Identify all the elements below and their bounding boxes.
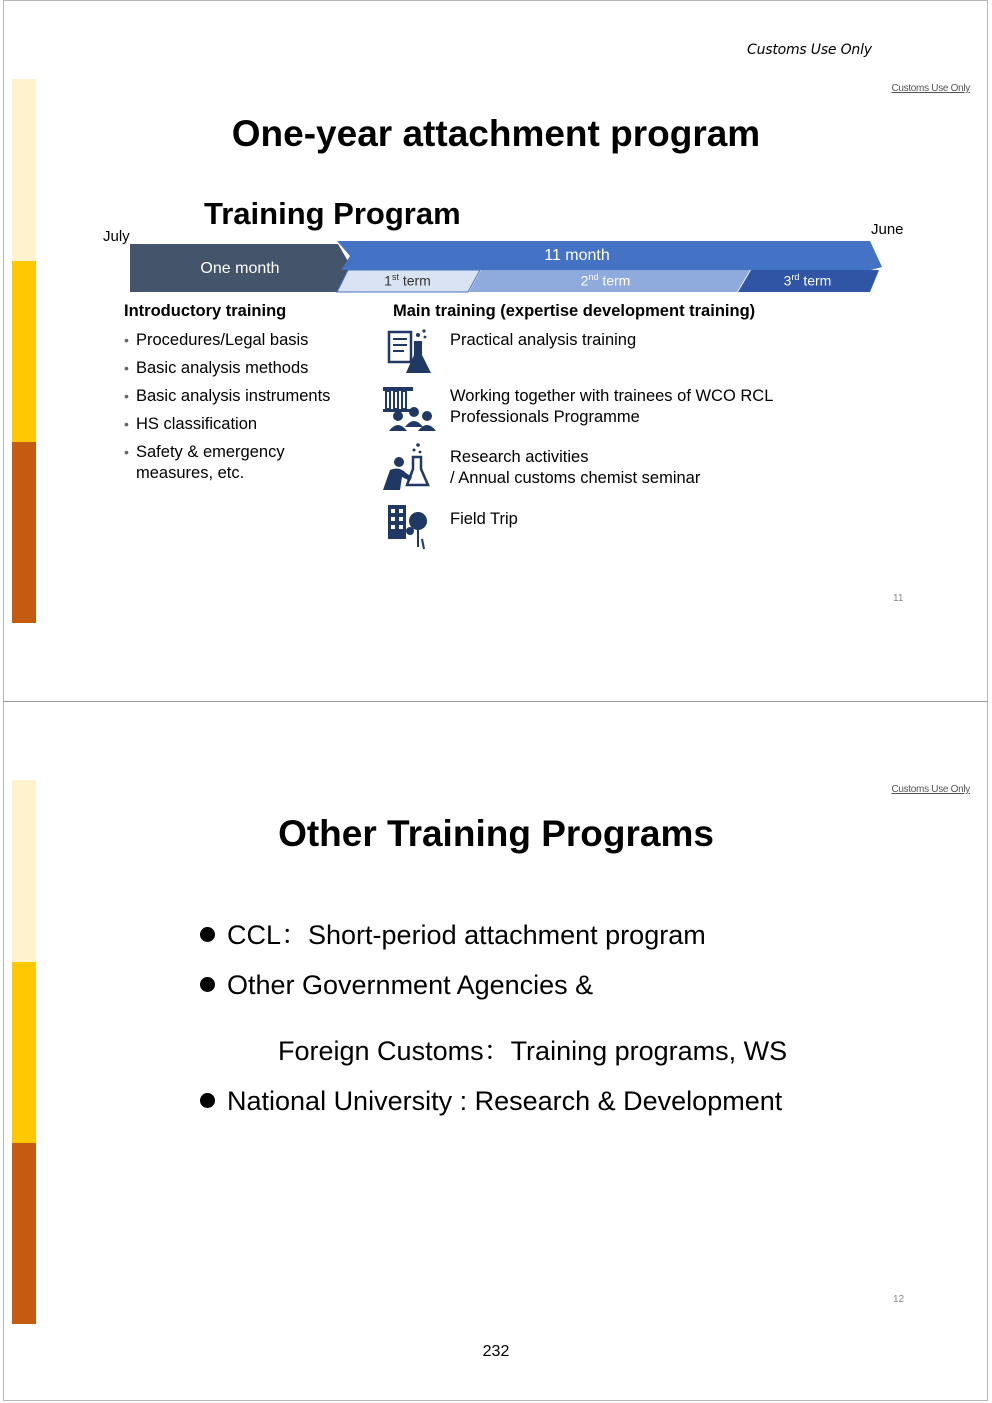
accent-stripe-light (12, 780, 36, 962)
one-month-label: One month (200, 260, 280, 277)
page-header-note: Customs Use Only (747, 42, 872, 58)
timeline (130, 241, 885, 299)
term-3-label: 3rd term (783, 272, 832, 289)
document-page-number: 232 (482, 1343, 510, 1360)
list-item: CCL：Short-period attachment program (200, 913, 920, 952)
main-training-heading: Main training (expertise development training) (393, 302, 756, 320)
slide-divider (3, 701, 988, 702)
accent-stripe-orange (12, 1143, 36, 1324)
team-lab-icon (380, 383, 436, 433)
list-item: • Basic analysis methods (124, 358, 374, 379)
intro-training-list (124, 330, 374, 491)
timeline-end-label: June (871, 221, 904, 238)
customs-use-only-label: Customs Use Only (891, 784, 970, 795)
bullet-dot-icon (200, 1093, 215, 1108)
list-item: National University : Research & Development (200, 1086, 920, 1117)
list-item: Other Government Agencies & (200, 970, 920, 1001)
activity-wco-rcl: Working together with trainees of WCO RCL Professionals Programme (450, 387, 774, 426)
slide-page-number: 12 (893, 1294, 905, 1305)
bullet-dot-icon (200, 977, 215, 992)
customs-use-only-label: Customs Use Only (891, 83, 970, 94)
list-item: • Safety & emergency measures, etc. (124, 442, 326, 484)
list-item: • Basic analysis instruments (124, 386, 374, 407)
field-trip-icon (380, 501, 436, 551)
eleven-month-label: 11 month (544, 247, 610, 264)
slide-title: Other Training Programs (278, 813, 714, 854)
intro-training-heading: Introductory training (124, 302, 287, 320)
accent-stripe-gold (12, 962, 36, 1143)
term-1-label: 1st term (384, 272, 431, 289)
slide-page-number: 11 (893, 593, 904, 604)
list-item: • HS classification (124, 414, 374, 435)
activity-practical-analysis: Practical analysis training (450, 331, 637, 349)
slide-title: One-year attachment program (231, 113, 761, 154)
timeline-start-label: July (103, 228, 130, 245)
section-title: Training Program (204, 196, 461, 231)
accent-stripe-light (12, 79, 36, 261)
term-2-label: 2nd term (580, 272, 631, 289)
list-item: • Procedures/Legal basis (124, 330, 374, 351)
activity-research: Research activities / Annual customs chemist seminar (450, 448, 701, 487)
activity-field-trip: Field Trip (450, 510, 518, 528)
researcher-icon (380, 441, 436, 491)
lab-analysis-icon (380, 327, 436, 377)
accent-stripe-orange (12, 442, 36, 623)
bullet-dot-icon (200, 927, 215, 942)
accent-stripe-gold (12, 261, 36, 442)
list-item-continuation: Foreign Customs：Training programs, WS (278, 1036, 788, 1066)
